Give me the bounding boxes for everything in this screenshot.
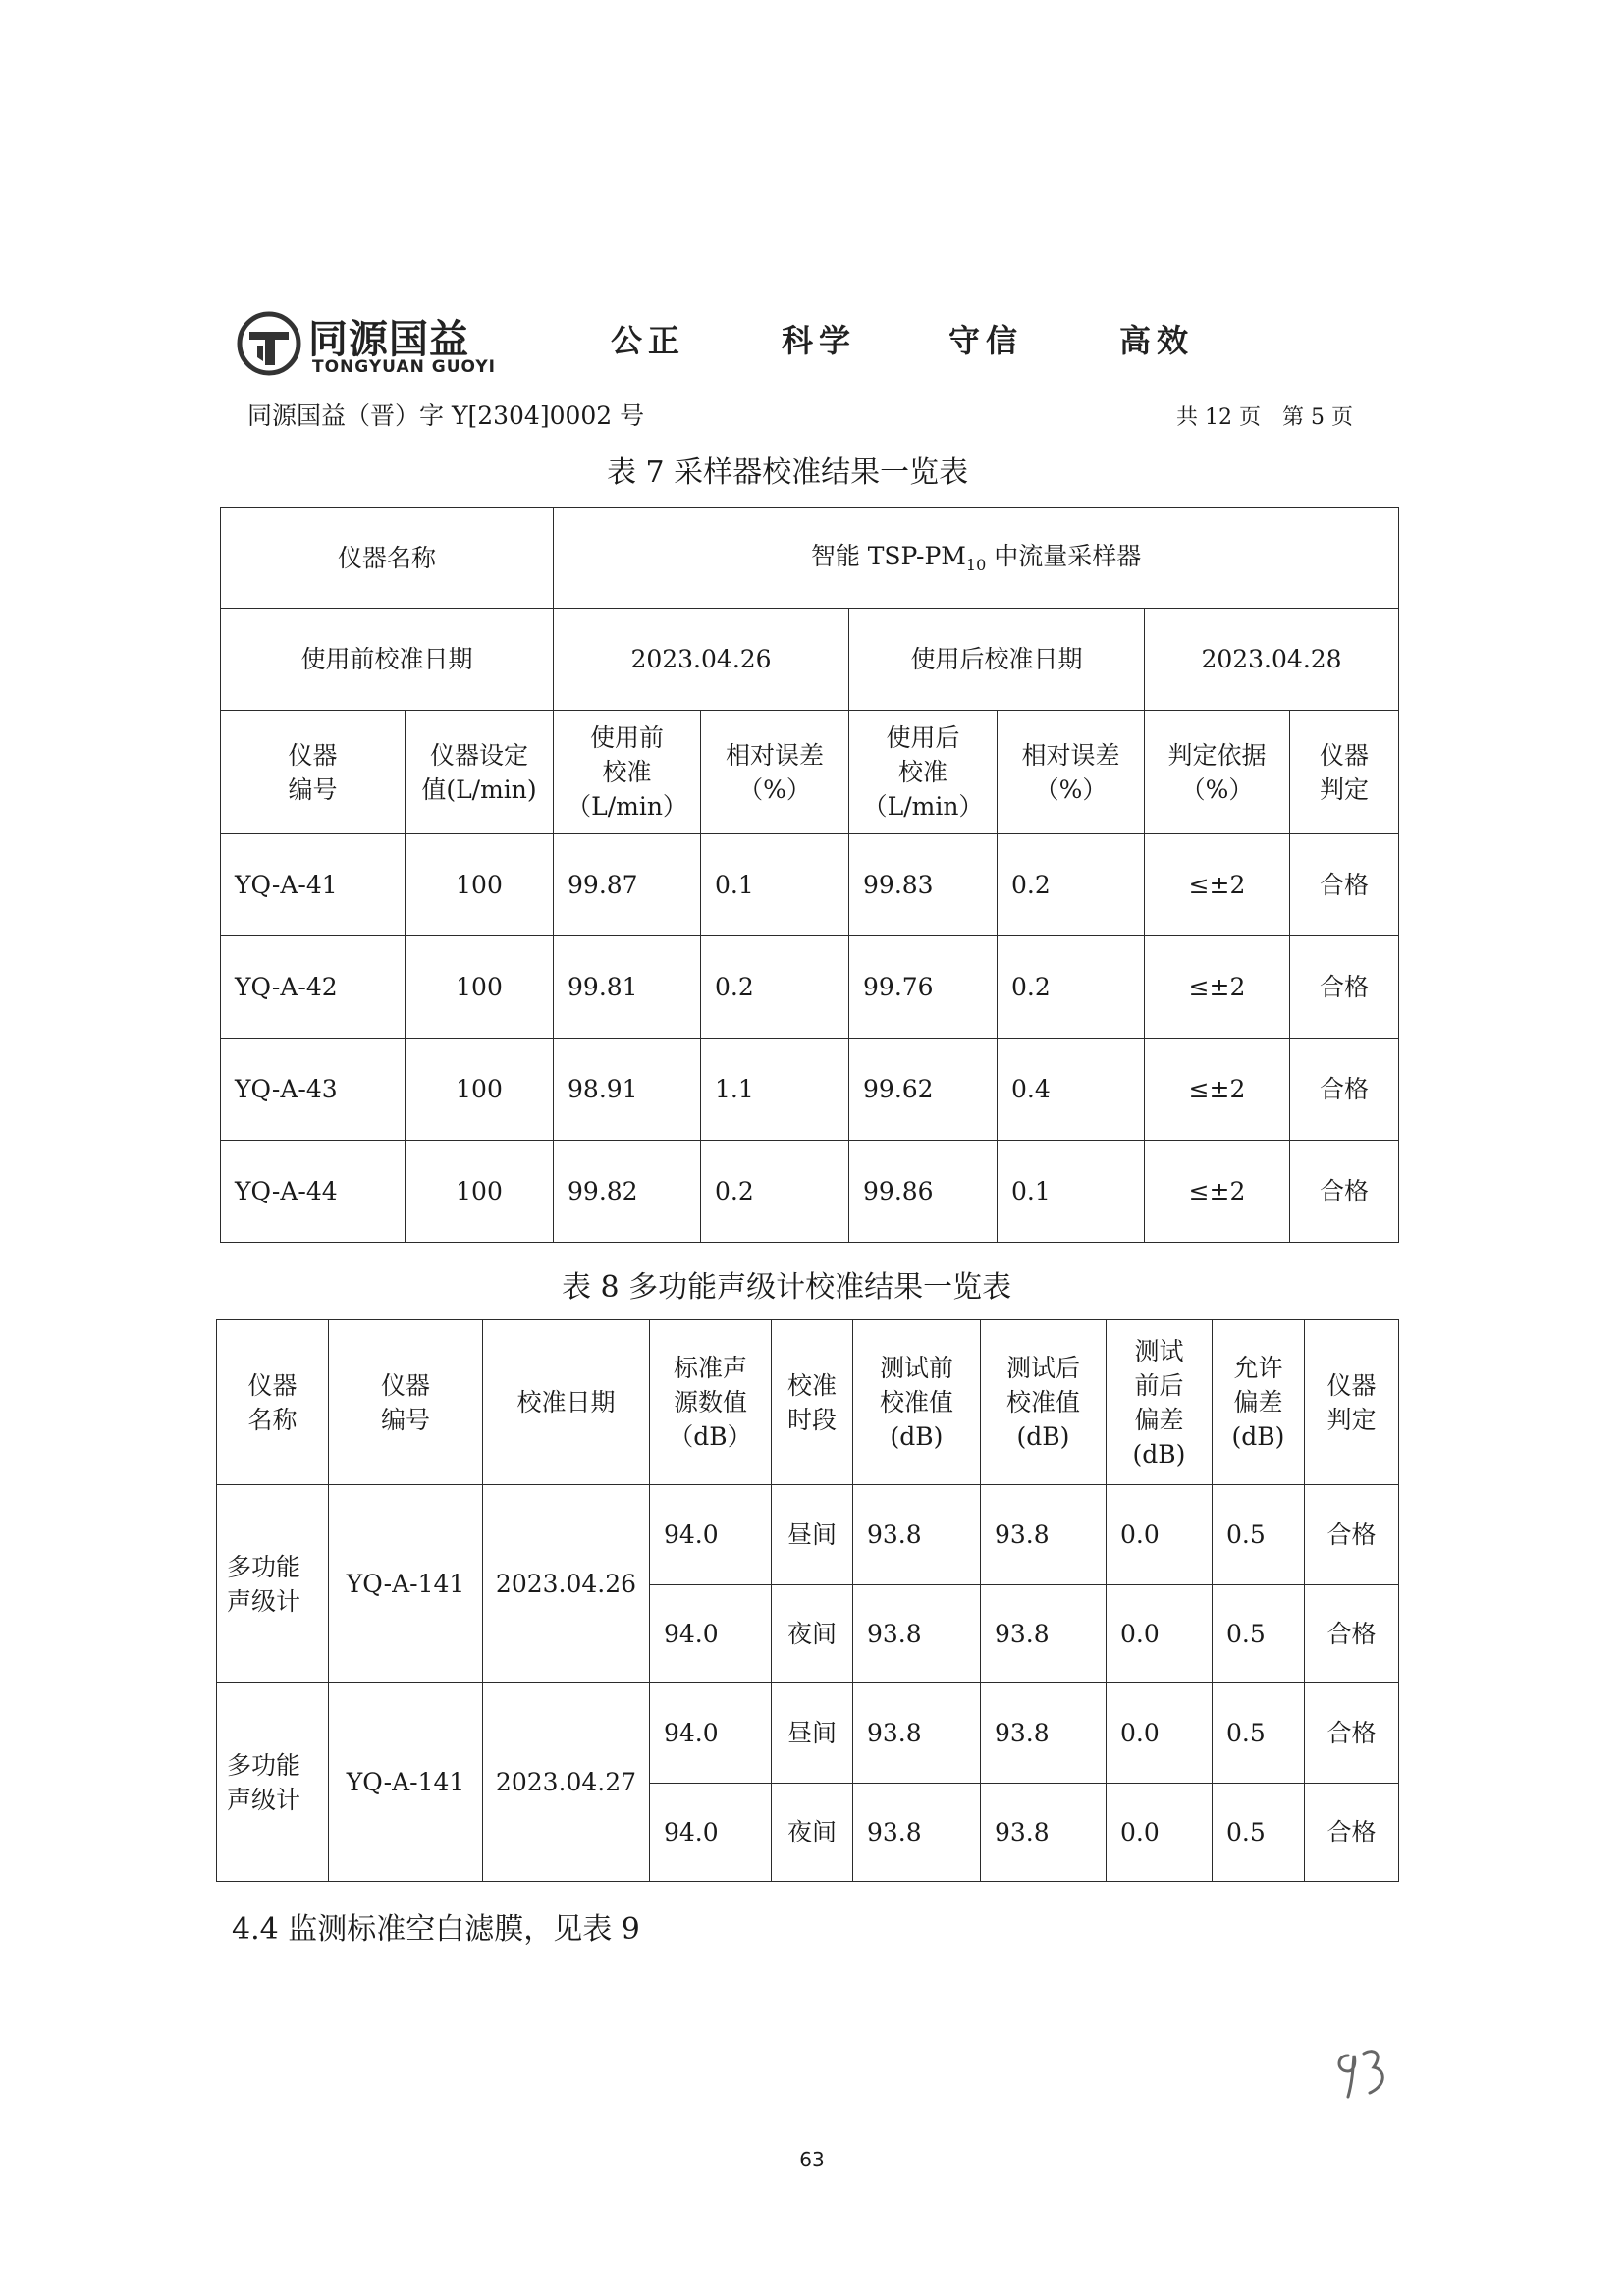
cell: 合格 — [1305, 1585, 1399, 1683]
cell: 99.76 — [849, 936, 998, 1039]
post-calibration-date: 2023.04.28 — [1145, 609, 1399, 711]
document-number: 同源国益（晋）字 Y[2304]0002 号 — [247, 401, 645, 430]
cell: 93.8 — [853, 1683, 981, 1784]
table-row — [217, 1485, 1399, 1585]
cell: 夜间 — [772, 1784, 853, 1882]
cell: 0.0 — [1107, 1485, 1213, 1585]
table7-header-row — [221, 711, 1399, 834]
cell: 昼间 — [772, 1683, 853, 1784]
cell: 合格 — [1290, 1039, 1399, 1141]
cell: 0.0 — [1107, 1683, 1213, 1784]
cell: 94.0 — [650, 1485, 772, 1585]
cell: 昼间 — [772, 1485, 853, 1585]
cell: 100 — [406, 1141, 554, 1243]
company-logo-icon — [236, 310, 302, 377]
pre-calibration-date: 2023.04.26 — [554, 609, 849, 711]
col-header: 允许 偏差 (dB) — [1213, 1320, 1305, 1485]
col-header: 仪器 判定 — [1305, 1320, 1399, 1485]
instrument-name-label: 仪器名称 — [221, 508, 554, 609]
cell: 0.0 — [1107, 1784, 1213, 1882]
cell: 93.8 — [981, 1683, 1107, 1784]
col-header: 标准声 源数值 （dB） — [650, 1320, 772, 1485]
cell: 合格 — [1290, 834, 1399, 936]
cell: 0.1 — [998, 1141, 1145, 1243]
cell: 99.87 — [554, 834, 701, 936]
cell: 0.5 — [1213, 1683, 1305, 1784]
pre-calibration-date-label: 使用前校准日期 — [221, 609, 554, 711]
cell: 合格 — [1290, 936, 1399, 1039]
cell: 93.8 — [853, 1784, 981, 1882]
cell: 0.2 — [701, 936, 849, 1039]
motto-efficiency: 高效 — [1119, 322, 1195, 359]
cell: 99.81 — [554, 936, 701, 1039]
cell: ≤±2 — [1145, 1039, 1290, 1141]
instrument-name-cell: 多功能 声级计 — [217, 1683, 329, 1882]
cell: 93.8 — [853, 1485, 981, 1585]
instrument-id-cell: YQ-A-141 — [329, 1683, 483, 1882]
col-header: 校准 时段 — [772, 1320, 853, 1485]
cell: 99.86 — [849, 1141, 998, 1243]
col-header: 仪器 判定 — [1290, 711, 1399, 834]
cell: 夜间 — [772, 1585, 853, 1683]
company-logo — [236, 306, 520, 381]
cell: ≤±2 — [1145, 834, 1290, 936]
section-4-4-heading: 4.4 监测标准空白滤膜，见表 9 — [232, 1912, 640, 1947]
col-header: 判定依据 （%） — [1145, 711, 1290, 834]
col-header: 仪器 编号 — [329, 1320, 483, 1485]
cell: 99.82 — [554, 1141, 701, 1243]
col-header: 使用前 校准 （L/min） — [554, 711, 701, 834]
cell: 100 — [406, 936, 554, 1039]
col-header: 测试 前后 偏差 (dB) — [1107, 1320, 1213, 1485]
cell: 98.91 — [554, 1039, 701, 1141]
logo-chinese-name: 同源国益 — [308, 317, 469, 362]
col-header: 相对误差 （%） — [701, 711, 849, 834]
cell: 0.5 — [1213, 1485, 1305, 1585]
col-header: 相对误差 （%） — [998, 711, 1145, 834]
page-info: 共 12 页 第 5 页 — [1176, 405, 1353, 430]
logo-english-name: TONGYUAN GUOYI — [312, 357, 496, 377]
cell: 0.2 — [998, 936, 1145, 1039]
cell: YQ-A-43 — [221, 1039, 406, 1141]
table8-header-row — [217, 1320, 1399, 1485]
cell: 0.5 — [1213, 1585, 1305, 1683]
cell: 0.1 — [701, 834, 849, 936]
cell: 99.83 — [849, 834, 998, 936]
col-header: 使用后 校准 （L/min） — [849, 711, 998, 834]
col-header: 测试后 校准值 (dB) — [981, 1320, 1107, 1485]
table8-title: 表 8 多功能声级计校准结果一览表 — [562, 1270, 1012, 1305]
cell: 93.8 — [981, 1784, 1107, 1882]
cell: 合格 — [1305, 1784, 1399, 1882]
cell: ≤±2 — [1145, 1141, 1290, 1243]
motto-fairness: 公正 — [611, 322, 686, 359]
cell: 100 — [406, 1039, 554, 1141]
instrument-name-cell: 多功能 声级计 — [217, 1485, 329, 1683]
page-number: 63 — [799, 2148, 825, 2171]
cell: 94.0 — [650, 1585, 772, 1683]
handwritten-note — [1330, 2042, 1399, 2103]
calibration-date-cell: 2023.04.26 — [483, 1485, 650, 1683]
cell: 99.62 — [849, 1039, 998, 1141]
instrument-id-cell: YQ-A-141 — [329, 1485, 483, 1683]
cell: 合格 — [1305, 1683, 1399, 1784]
cell: 0.2 — [998, 834, 1145, 936]
sampler-calibration-table — [220, 507, 1399, 1243]
post-calibration-date-label: 使用后校准日期 — [849, 609, 1145, 711]
col-header: 仪器 名称 — [217, 1320, 329, 1485]
cell: 合格 — [1305, 1485, 1399, 1585]
instrument-name-value: 智能 TSP-$PM_{10}$ 中流量采样器 — [554, 508, 1399, 609]
cell: 合格 — [1290, 1141, 1399, 1243]
table-row — [221, 1141, 1399, 1243]
cell: 1.1 — [701, 1039, 849, 1141]
col-header: 仪器设定 值(L/min) — [406, 711, 554, 834]
calibration-date-cell: 2023.04.27 — [483, 1683, 650, 1882]
table-row — [221, 834, 1399, 936]
table-row — [221, 1039, 1399, 1141]
motto-integrity: 守信 — [948, 322, 1024, 359]
cell: 100 — [406, 834, 554, 936]
table-row — [217, 1683, 1399, 1784]
cell: ≤±2 — [1145, 936, 1290, 1039]
cell: 0.4 — [998, 1039, 1145, 1141]
cell: YQ-A-44 — [221, 1141, 406, 1243]
motto-science: 科学 — [782, 322, 857, 359]
cell: 0.2 — [701, 1141, 849, 1243]
col-header: 校准日期 — [483, 1320, 650, 1485]
col-header: 仪器 编号 — [221, 711, 406, 834]
col-header: 测试前 校准值 (dB) — [853, 1320, 981, 1485]
cell: YQ-A-41 — [221, 834, 406, 936]
cell: YQ-A-42 — [221, 936, 406, 1039]
cell: 0.5 — [1213, 1784, 1305, 1882]
table7-title: 表 7 采样器校准结果一览表 — [607, 455, 969, 490]
cell: 93.8 — [981, 1585, 1107, 1683]
cell: 93.8 — [853, 1585, 981, 1683]
table-row — [221, 936, 1399, 1039]
cell: 93.8 — [981, 1485, 1107, 1585]
cell: 0.0 — [1107, 1585, 1213, 1683]
sound-level-meter-calibration-table — [216, 1319, 1399, 1882]
cell: 94.0 — [650, 1683, 772, 1784]
cell: 94.0 — [650, 1784, 772, 1882]
